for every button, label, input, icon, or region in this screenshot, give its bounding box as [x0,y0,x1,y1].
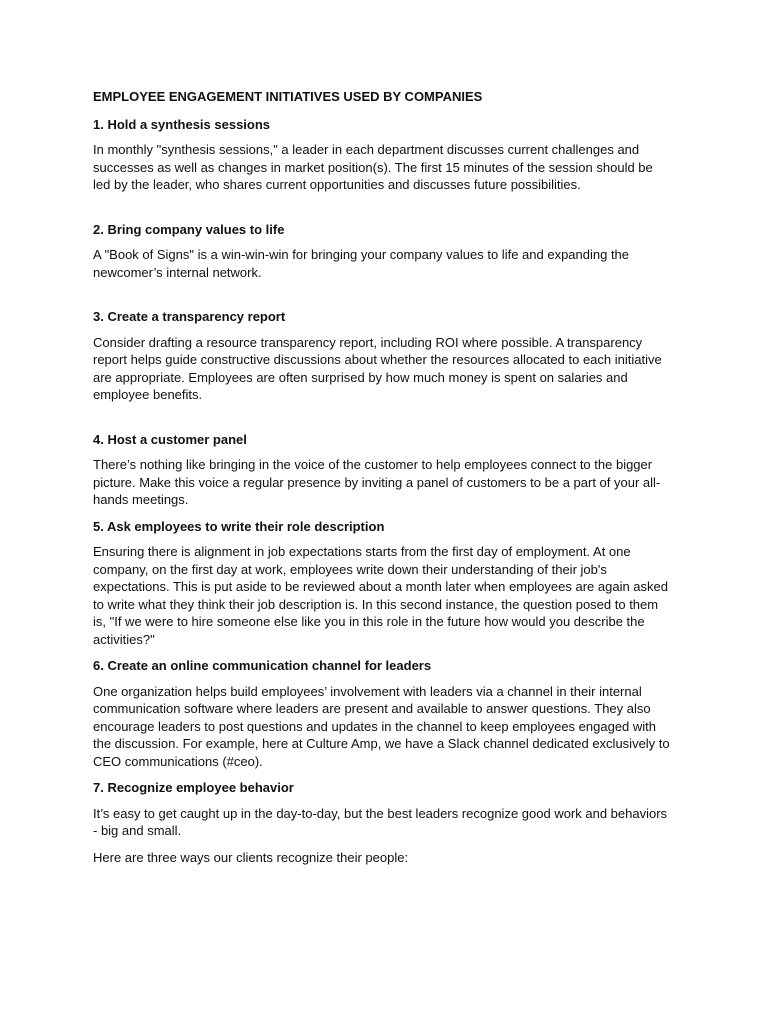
section-heading-6: 6. Create an online communication channel for leaders [93,658,432,673]
document-title: EMPLOYEE ENGAGEMENT INITIATIVES USED BY COMPANIES [93,89,483,104]
section-2-paragraph: A "Book of Signs" is a win-win-win for bringing your company values to life and expanding the newcomer’s internal network. [93,247,630,280]
section-3-paragraph: Consider drafting a resource transparency report, including ROI where possible. A transparency report helps guide constructive discussions about whether the resources allocated to each initiative are appropriate. Employees are often surprised by how much money is spent on salaries and employee benefits. [93,334,662,402]
section-heading-3: 3. Create a transparency report [93,309,286,324]
section-1-paragraph: In monthly "synthesis sessions," a leader in each department discusses current challenges and successes as well as changes in market position(s). The first 15 minutes of the session should be led by the leader, who shares current opportunities and discusses future possibilities. [93,142,653,192]
section-heading-5: 5. Ask employees to write their role description [93,518,385,534]
section-6-paragraph: One organization helps build employees’ involvement with leaders via a channel in their internal communication software where leaders are present and available to answer questions. They also encourage leaders to post questions and updates in the channel to keep employees engaged with the discussion. For example, here at Culture Amp, we have a Slack channel dedicated exclusively to CEO communications (#ceo). [93,683,670,769]
section-7-paragraph-2: Here are three ways our clients recognize their people: [93,849,409,865]
document-page [93,88,673,875]
spacer [93,290,673,308]
section-7-paragraph-1: It’s easy to get caught up in the day-to-day, but the best leaders recognize good work and behaviors - big and small. [93,805,668,838]
section-heading-7: 7. Recognize employee behavior [93,780,294,795]
section-heading-1: 1. Hold a synthesis sessions [93,116,271,132]
spacer [93,413,673,431]
section-heading-4: 4. Host a customer panel [93,431,247,447]
section-heading-2: 2. Bring company values to life [93,221,285,237]
section-5-paragraph: Ensuring there is alignment in job expectations starts from the first day of employment. At one company, on the first day at work, employees write down their understanding of their job's expectations. This is put aside to be reviewed about a month later when employees are again asked to write what they think their job description is. In this second instance, the question posed to them is, "If we were to hire someone else like you in this role in the future how would you describe the activities?" [93,544,668,647]
spacer [93,203,673,221]
section-4-paragraph: There’s nothing like bringing in the voice of the customer to help employees connect to the bigger picture. Make this voice a regular presence by inviting a panel of customers to be a part of your all-hands meetings. [93,457,661,507]
